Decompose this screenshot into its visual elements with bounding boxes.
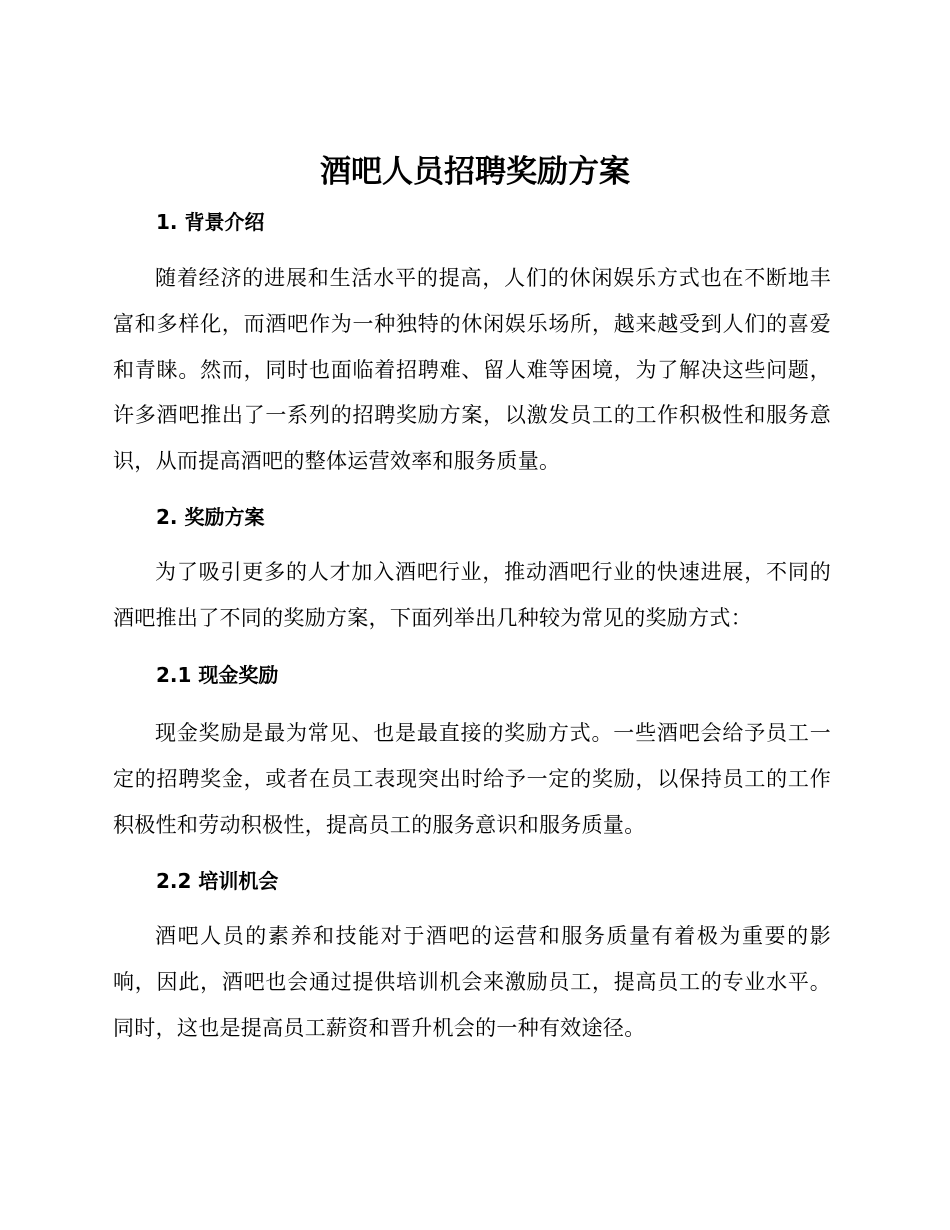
- section-body-background: 随着经济的进展和生活水平的提高，人们的休闲娱乐方式也在不断地丰富和多样化，而酒吧作为一种独特的休闲娱乐场所，越来越受到人们的喜爱和青睐。然而，同时也面临着招聘难、留人难等困境，为了解决这些问题，许多酒吧推出了一系列的招聘奖励方案，以激发员工的工作积极性和服务意识，从而提高酒吧的整体运营效率和服务质量。: [113, 266, 831, 474]
- section-body-cash-reward: 现金奖励是最为常见、也是最直接的奖励方式。一些酒吧会给予员工一定的招聘奖金，或者在员工表现突出时给予一定的奖励，以保持员工的工作积极性和劳动积极性，提高员工的服务意识和服务质量。: [113, 721, 831, 837]
- section-heading-training: 2.2 培训机会: [156, 869, 279, 893]
- section-heading-background: 1. 背景介绍: [156, 210, 265, 234]
- section-heading-reward-plan: 2. 奖励方案: [156, 505, 265, 529]
- document-title: 酒吧人员招聘奖励方案: [320, 154, 630, 190]
- section-body-reward-plan: 为了吸引更多的人才加入酒吧行业，推动酒吧行业的快速进展，不同的酒吧推出了不同的奖励方案，下面列举出几种较为常见的奖励方式：: [113, 560, 831, 630]
- section-heading-cash-reward: 2.1 现金奖励: [156, 663, 279, 687]
- section-body-training: 酒吧人员的素养和技能对于酒吧的运营和服务质量有着极为重要的影响，因此，酒吧也会通过提供培训机会来激励员工，提高员工的专业水平。同时，这也是提高员工薪资和晋升机会的一种有效途径。: [113, 924, 831, 1040]
